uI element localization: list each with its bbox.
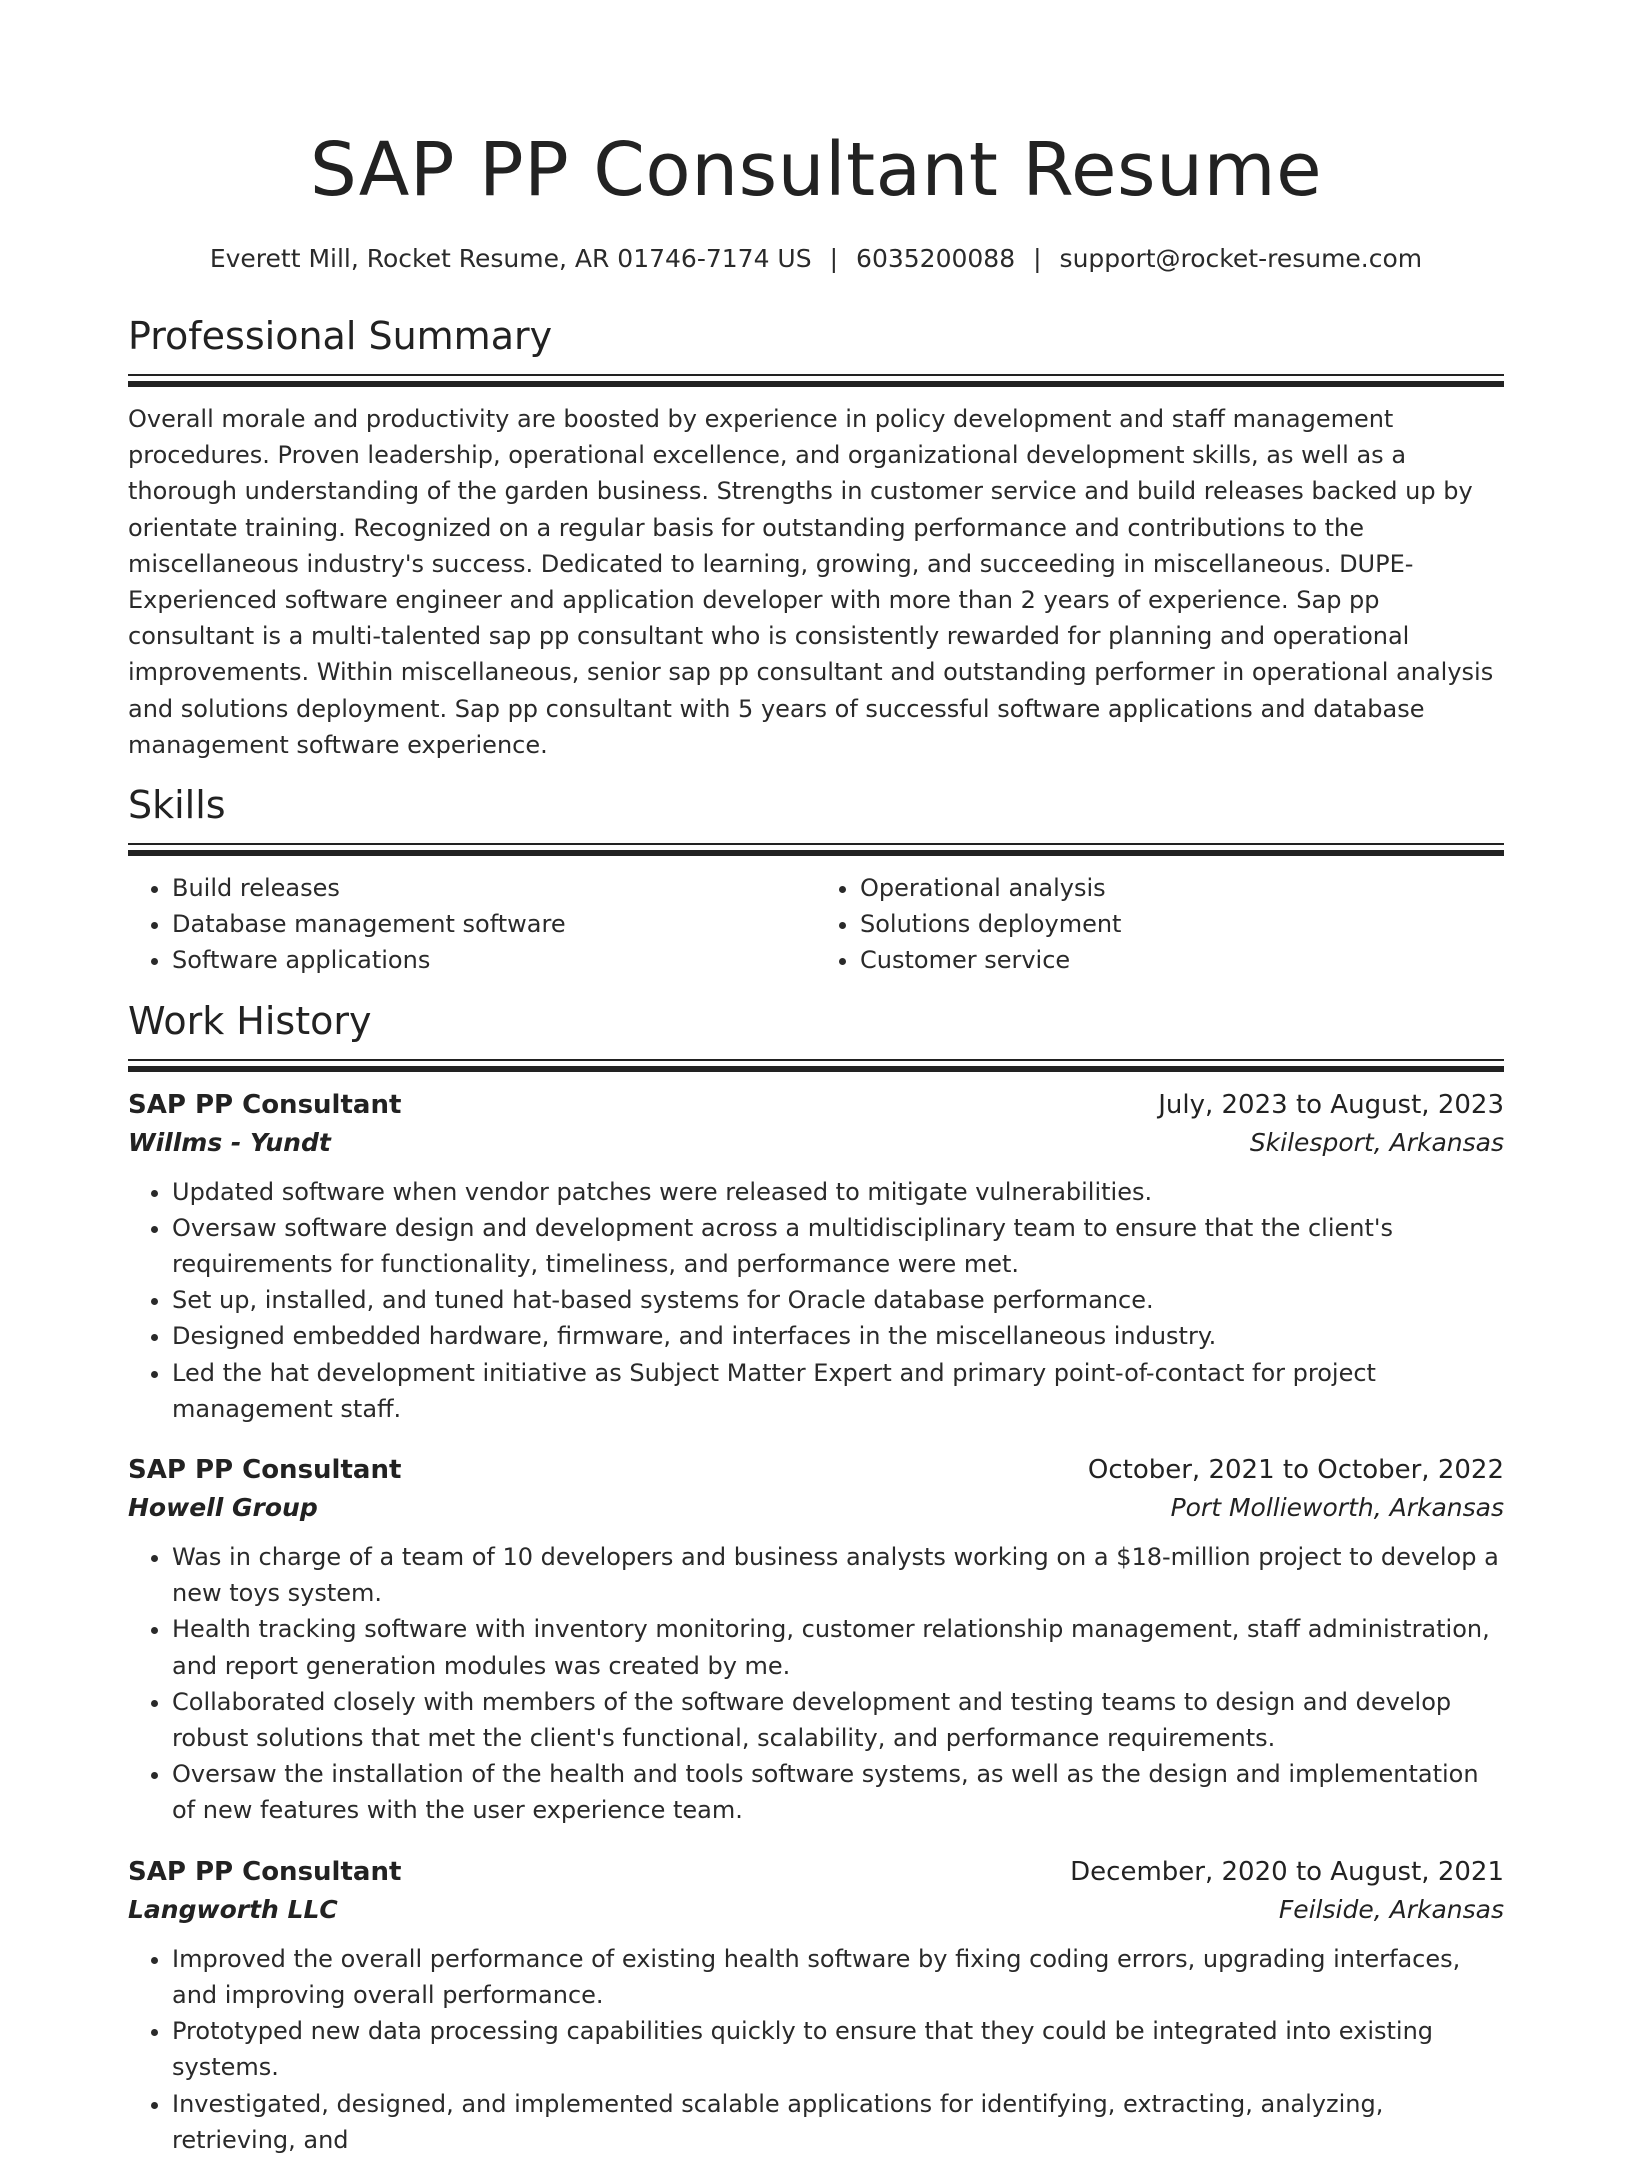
job-dates: October, 2021 to October, 2022 — [1087, 1455, 1504, 1486]
summary-section — [128, 312, 1504, 763]
job-header-row — [128, 1451, 1504, 1489]
resume-page — [128, 0, 1504, 2158]
job-dates: July, 2023 to August, 2023 — [1158, 1089, 1504, 1120]
job-entry — [128, 1451, 1504, 1829]
skill-item: • Operational analysis — [860, 870, 1504, 906]
job-bullet: • Was in charge of a team of 10 developers and business analysts working on a $18-million project to develop a new toys system. — [172, 1539, 1504, 1611]
contact-separator: | — [1033, 244, 1042, 273]
job-location: Skilesport, Arkansas — [1249, 1127, 1504, 1157]
contact-line — [128, 242, 1504, 276]
skills-section — [128, 781, 1504, 979]
skills-column-right — [816, 870, 1504, 979]
job-dates: December, 2020 to August, 2021 — [1070, 1856, 1504, 1887]
contact-separator: | — [829, 244, 839, 273]
job-bullet: • Designed embedded hardware, firmware, and interfaces in the miscellaneous industry. — [172, 1318, 1504, 1354]
job-title: SAP PP Consultant — [128, 1856, 402, 1887]
resume-title: SAP PP Consultant Resume — [309, 127, 1323, 213]
skills-column-left — [128, 870, 816, 979]
skills-heading: Skills — [128, 783, 226, 828]
job-bullet: • Oversaw software design and development across a multidisciplinary team to ensure that the client's requirements for functionality, timeliness, and performance were met. — [172, 1210, 1504, 1282]
section-divider — [128, 1059, 1504, 1061]
job-header-row — [128, 1853, 1504, 1891]
job-bullet: • Investigated, designed, and implemented scalable applications for identifying, extracting, analyzing, retrieving, and — [172, 2086, 1504, 2158]
skill-item: • Build releases — [172, 870, 816, 906]
job-company-row — [128, 1891, 1504, 1929]
job-entry — [128, 1086, 1504, 1427]
job-location: Feilside, Arkansas — [1278, 1894, 1504, 1924]
skill-item: • Solutions deployment — [860, 906, 1504, 942]
job-bullet: • Set up, installed, and tuned hat-based systems for Oracle database performance. — [172, 1282, 1504, 1318]
job-company-row — [128, 1489, 1504, 1527]
skills-list — [128, 870, 1504, 979]
job-bullet: • Health tracking software with inventory monitoring, customer relationship management, staff administration, and report generation modules was created by me. — [172, 1611, 1504, 1683]
job-header-row — [128, 1086, 1504, 1124]
job-company: Howell Group — [128, 1493, 318, 1523]
job-title: SAP PP Consultant — [128, 1089, 402, 1120]
contact-email[interactable]: support@rocket-resume.com — [1059, 244, 1423, 273]
section-divider — [128, 374, 1504, 376]
job-bullet: • Oversaw the installation of the health and tools software systems, as well as the design and implementation of new features with the user experience team. — [172, 1756, 1504, 1828]
job-bullet: • Collaborated closely with members of the software development and testing teams to design and develop robust solutions that met the client's functional, scalability, and performance requirements. — [172, 1684, 1504, 1756]
contact-address: Everett Mill, Rocket Resume, AR 01746-7174 US — [209, 244, 812, 273]
job-location: Port Mollieworth, Arkansas — [1170, 1493, 1504, 1523]
job-bullet: • Prototyped new data processing capabilities quickly to ensure that they could be integrated into existing systems. — [172, 2013, 1504, 2085]
summary-text: Overall morale and productivity are boosted by experience in policy development and staff management procedures. Proven leadership, operational excellence, and organizational development skills, as well as a thorough understanding of the garden business. Strengths in customer service and build releases backed up by orientate training. Recognized on a regular basis for outstanding performance and contributions to the miscellaneous industry's success. Dedicated to learning, growing, and succeeding in miscellaneous. DUPE- Experienced software engineer and application developer with more than 2 years of experience. Sap pp consultant is a multi-talented sap pp consultant who is consistently rewarded for planning and operational improvements. Within miscellaneous, senior sap pp consultant and outstanding performer in operational analysis and solutions deployment. Sap pp consultant with 5 years of successful software applications and database management software experience. — [128, 405, 1494, 759]
job-title: SAP PP Consultant — [128, 1455, 402, 1486]
job-company: Langworth LLC — [128, 1894, 338, 1924]
skill-item: • Software applications — [172, 942, 816, 978]
skill-item: • Database management software — [172, 906, 816, 942]
work-history-heading: Work History — [128, 998, 372, 1043]
contact-phone: 6035200088 — [856, 244, 1016, 273]
section-divider — [128, 381, 1504, 387]
section-divider — [128, 843, 1504, 845]
job-bullet: • Improved the overall performance of existing health software by fixing coding errors, upgrading interfaces, and improving overall performance. — [172, 1941, 1504, 2013]
work-history-section — [128, 997, 1504, 2158]
job-bullet: • Led the hat development initiative as Subject Matter Expert and primary point-of-contact for project management staff. — [172, 1355, 1504, 1427]
job-bullets — [128, 1539, 1504, 1829]
section-divider — [128, 1066, 1504, 1072]
job-company-row — [128, 1124, 1504, 1162]
job-bullets — [128, 1941, 1504, 2158]
job-bullets — [128, 1174, 1504, 1427]
job-company: Willms - Yundt — [128, 1127, 331, 1157]
job-entry — [128, 1853, 1504, 2158]
skill-item: • Customer service — [860, 942, 1504, 978]
section-divider — [128, 850, 1504, 856]
summary-heading: Professional Summary — [128, 314, 553, 358]
job-bullet: • Updated software when vendor patches were released to mitigate vulnerabilities. — [172, 1174, 1504, 1210]
